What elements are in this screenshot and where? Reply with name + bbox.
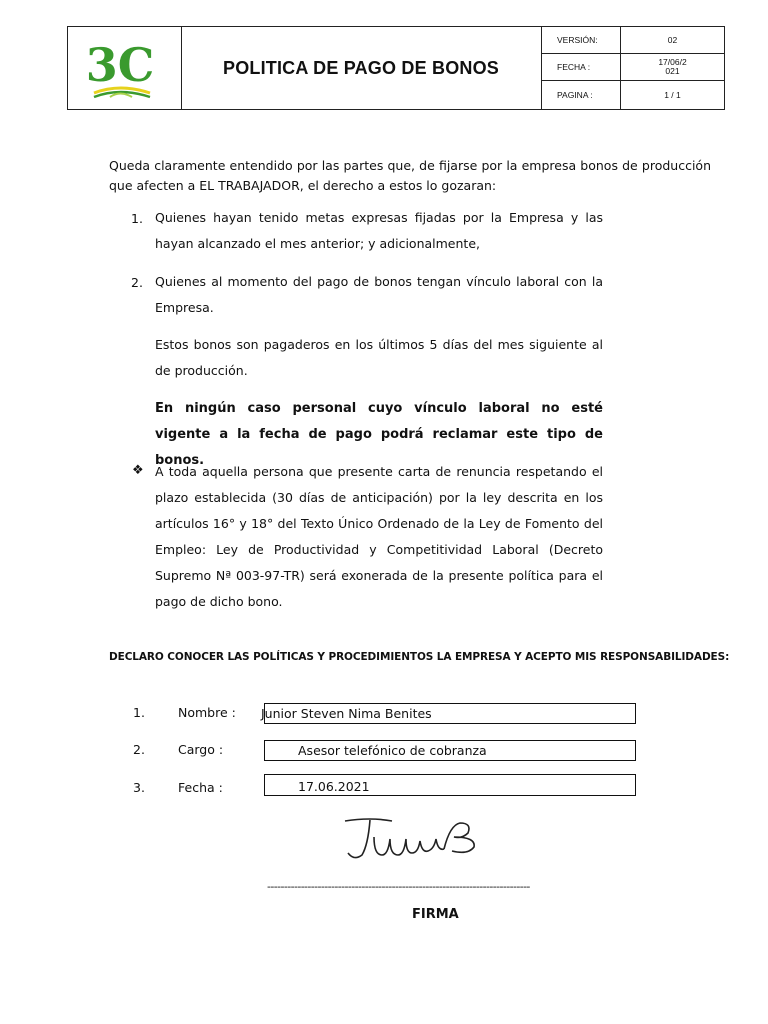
meta-row-page: [541, 81, 724, 109]
meta-table: [541, 27, 724, 109]
bullet-paragraph: A toda aquella persona que presente carta de renuncia respetando el plazo establecida (30 días de anticipación) por la ley descrita en los artículos 16° y 18° del Texto Único Ordenado de la Ley de Fomento del Empleo: Ley de Productividad y Competitividad Laboral (Decreto Supremo Nª 003-97-TR) será exonerada de la presente política para el pago de dicho bono.: [155, 464, 603, 609]
form-label-name: Nombre :: [178, 705, 236, 720]
diamond-bullet-icon: ❖: [132, 463, 144, 478]
form-label-position: Cargo :: [178, 742, 224, 757]
meta-value: 02: [667, 34, 678, 45]
meta-label: VERSIÓN:: [541, 27, 621, 53]
payment-note: Estos bonos son pagaderos en los últimos 5 días del mes siguiente al de producción.: [155, 337, 603, 378]
name-field[interactable]: Junior Steven Nima Benites: [264, 703, 636, 724]
form-number: 1.: [133, 705, 145, 720]
list-number: 1.: [131, 211, 143, 226]
list-item-text: Quienes hayan tenido metas expresas fijadas por la Empresa y las hayan alcanzado el mes anterior; y adicionalmente,: [155, 210, 603, 251]
list-number: 2.: [131, 275, 143, 290]
meta-row-version: [541, 27, 724, 54]
logo-cell: [68, 27, 182, 109]
title-cell: [181, 27, 542, 109]
document-title: POLITICA DE PAGO DE BONOS: [222, 57, 500, 78]
meta-label: FECHA :: [541, 54, 621, 80]
intro-paragraph: Queda claramente entendido por las partes que, de fijarse por la empresa bonos de producción que afecten a EL TRABAJADOR, el derecho a estos lo gozaran:: [109, 158, 711, 193]
document-header: [67, 26, 725, 110]
list-item-text: Quienes al momento del pago de bonos tengan vínculo laboral con la Empresa.: [155, 274, 603, 315]
form-label-date: Fecha :: [178, 780, 223, 795]
company-logo-icon: [80, 37, 170, 101]
declaration-heading: DECLARO CONOCER LAS POLÍTICAS Y PROCEDIMIENTOS LA EMPRESA Y ACEPTO MIS RESPONSABILIDADES:: [109, 651, 730, 663]
meta-row-date: [541, 54, 724, 81]
position-field[interactable]: Asesor telefónico de cobranza: [264, 740, 636, 761]
logo-text: 3C: [85, 38, 155, 92]
signature-label: FIRMA: [412, 907, 459, 922]
signature-image: [340, 815, 490, 865]
date-field[interactable]: 17.06.2021: [264, 774, 636, 796]
form-number: 2.: [133, 742, 145, 757]
signature-line: ------------------------------------------------------------------------------: [267, 880, 530, 893]
meta-value: 17/06/2 021: [658, 57, 687, 76]
bold-note: En ningún caso personal cuyo vínculo laboral no esté vigente a la fecha de pago podrá reclamar este tipo de bonos.: [155, 401, 603, 468]
meta-label: PAGINA :: [541, 81, 621, 109]
form-number: 3.: [133, 780, 145, 795]
meta-value: 1 / 1: [664, 89, 681, 100]
